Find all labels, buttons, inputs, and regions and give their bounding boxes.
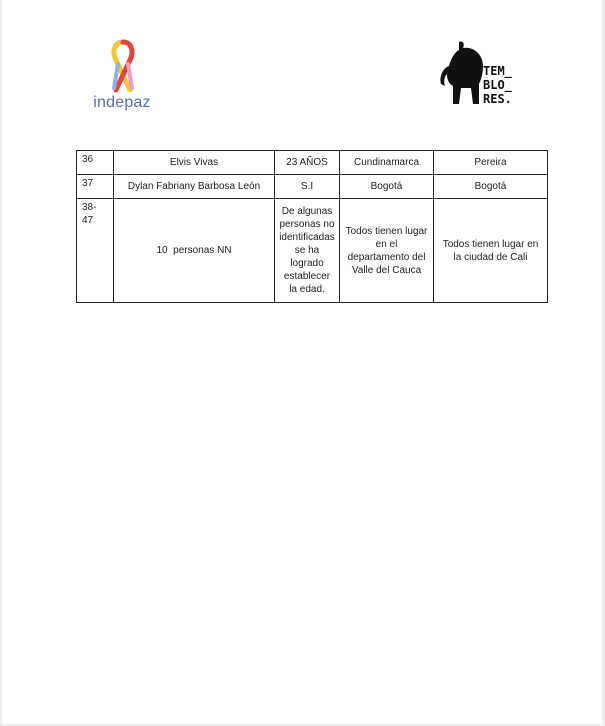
- victim-age: 23 AÑOS: [275, 151, 340, 175]
- victim-city: Pereira: [434, 151, 548, 175]
- awareness-ribbon-icon: [106, 38, 140, 94]
- row-number: 38- 47: [77, 199, 114, 303]
- elephant-icon: [439, 40, 485, 108]
- wordmark-line: TEM_: [483, 64, 512, 78]
- victim-city: Bogotá: [434, 175, 548, 199]
- indepaz-logo: [90, 38, 154, 118]
- victim-name: 10 personas NN: [114, 199, 275, 303]
- table-row: [77, 199, 548, 303]
- victim-department: Bogotá: [340, 175, 434, 199]
- victim-age: S.I: [275, 175, 340, 199]
- row-number: 36: [77, 151, 114, 175]
- table-row: [77, 151, 548, 175]
- victim-name: Elvis Vivas: [114, 151, 275, 175]
- victim-department: Todos tienen lugar en el departamento del Valle del Cauca: [340, 199, 434, 303]
- temblores-wordmark: [483, 64, 512, 106]
- victim-city: Todos tienen lugar en la ciudad de Cali: [434, 199, 548, 303]
- victim-name: Dylan Fabriany Barbosa León: [114, 175, 275, 199]
- indepaz-wordmark: indepaz: [93, 94, 151, 111]
- victim-age: De algunas personas no identificadas se ha logrado establecer la edad.: [275, 199, 340, 303]
- wordmark-line: RES.: [483, 92, 512, 106]
- victim-department: Cundinamarca: [340, 151, 434, 175]
- table-row: [77, 175, 548, 199]
- temblores-logo: [439, 40, 523, 110]
- document-page: [2, 0, 602, 724]
- victims-table: [76, 150, 548, 303]
- wordmark-line: BLO_: [483, 78, 512, 92]
- row-number: 37: [77, 175, 114, 199]
